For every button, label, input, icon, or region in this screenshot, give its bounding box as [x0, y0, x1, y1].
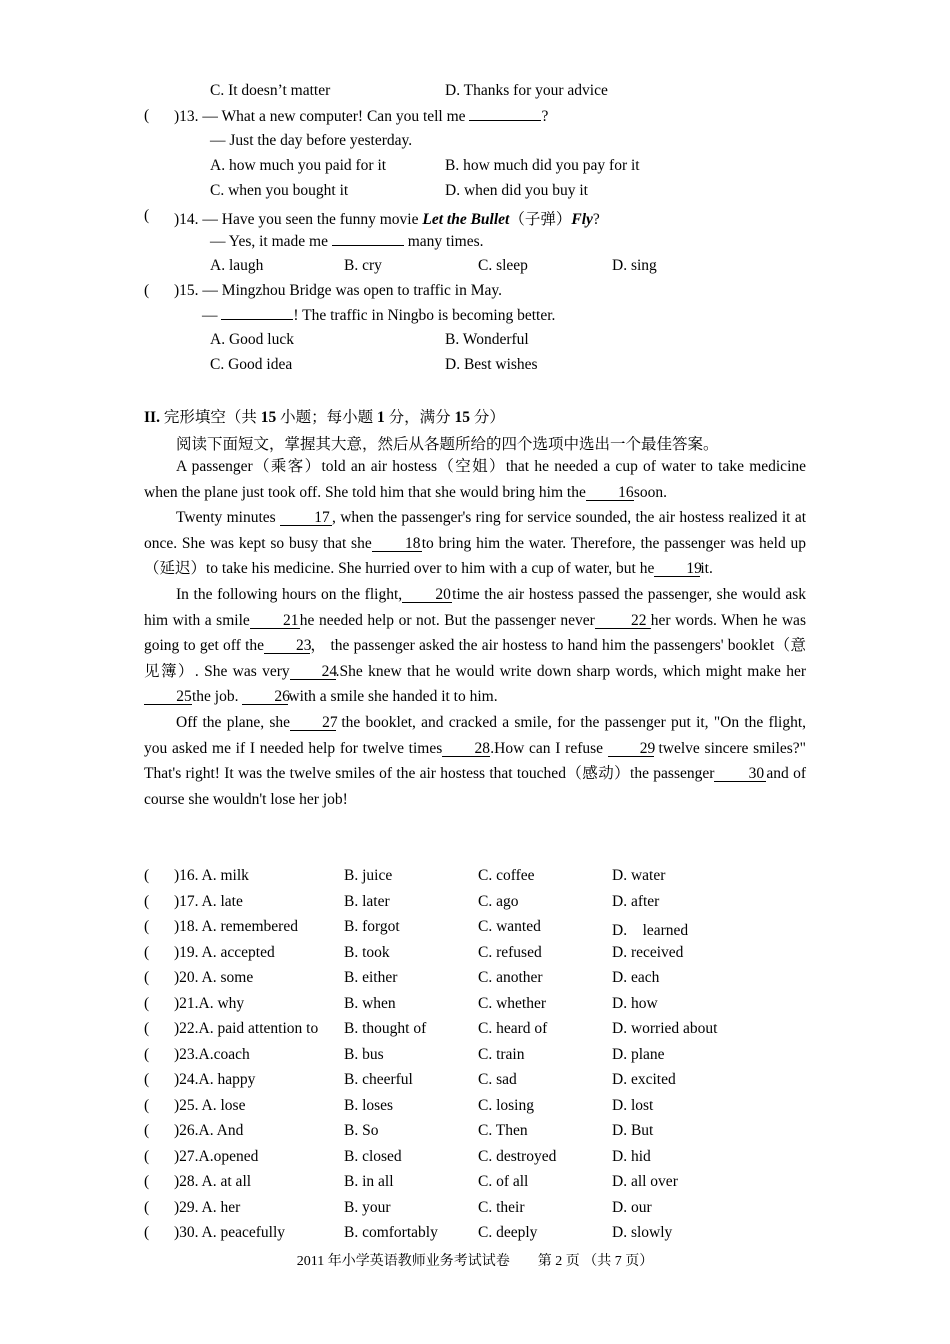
question-stem: )13. — What a new computer! Can you tell me ?: [174, 108, 549, 125]
options-row: [0, 893, 950, 917]
option-b: B. either: [344, 969, 398, 986]
option-d: D. Thanks for your advice: [445, 82, 608, 99]
blank-23: 23: [264, 638, 310, 654]
paragraph-2: Twenty minutes 17 , when the passenger's ring for service sounded, the air hostess realized it at once. She was kept so busy that she 18to bring him the water. Therefore, the passenger was held up（延迟）to take his medicine. She hurried over to him with a cup of water, but he 19it.: [144, 509, 807, 578]
blank-29: 29: [608, 741, 654, 757]
option-a: )21.A. why: [174, 994, 245, 1012]
answer-paren[interactable]: (: [144, 918, 150, 935]
option-b: B. took: [344, 943, 390, 961]
option-d: D. our: [612, 1198, 652, 1216]
answer-paren[interactable]: (: [144, 969, 150, 986]
option-c: C. coffee: [478, 867, 535, 884]
option-c: C. Then: [478, 1122, 528, 1139]
option-a: )24.A. happy: [174, 1071, 256, 1088]
option-b: B. juice: [344, 867, 393, 884]
answer-paren[interactable]: (: [144, 1173, 150, 1190]
blank-20: 20: [402, 587, 452, 603]
option-b: B. in all: [344, 1173, 394, 1190]
option-d: D. learned: [612, 922, 689, 939]
option-a: )30. A. peacefully: [174, 1224, 286, 1241]
options-row: [0, 1224, 950, 1248]
option-b: B. bus: [344, 1045, 384, 1063]
q13-reply: — Just the day before yesterday.: [210, 132, 413, 149]
option-c: C. whether: [478, 994, 547, 1012]
option-c: C. sad: [478, 1071, 517, 1088]
section-title: II. 完形填空（共 15 小题；每小题 1 分，满分 15 分）: [144, 409, 505, 426]
question-15: [0, 282, 950, 306]
paragraph-4: Off the plane, she 27 the booklet, and cracked a smile, for the passenger put it, "On the flight, you asked me if I needed help for twelve times 28.How can I refuse 29 twelve sincere smiles?" That's right! It was the twelve smiles of the air hostess that touched（感动）the passenger 30 and of course she wouldn't lose her job!: [144, 713, 807, 808]
q14-reply: — Yes, it made me many times.: [210, 233, 484, 250]
option-d: D. plane: [612, 1045, 665, 1063]
question-14: [0, 207, 950, 231]
option-d: D. when did you buy it: [445, 182, 588, 199]
answer-blank: [332, 232, 404, 246]
answer-blank: [469, 107, 541, 121]
blank-22: 22: [595, 613, 651, 629]
q15-options-ab: [0, 331, 950, 355]
answer-paren[interactable]: (: [144, 867, 150, 884]
question-13: [0, 107, 950, 131]
option-c: C. deeply: [478, 1224, 538, 1241]
option-d: D. But: [612, 1122, 654, 1139]
answer-paren[interactable]: (: [144, 1071, 150, 1088]
blank-17: 17: [280, 510, 332, 526]
blank-30: 30: [714, 766, 766, 782]
option-d: D. worried about: [612, 1020, 718, 1037]
option-d: D. lost: [612, 1096, 654, 1114]
question-stem: )14. — Have you seen the funny movie Let the Bullet（子弹）Fly?: [174, 211, 600, 228]
answer-paren[interactable]: (: [144, 994, 150, 1012]
option-c: C. their: [478, 1198, 525, 1216]
options-row: [0, 1122, 950, 1146]
q13-options-cd: [0, 182, 950, 206]
options-row: [0, 1173, 950, 1197]
option-a: )17. A. late: [174, 892, 243, 910]
option-d: D. all over: [612, 1173, 678, 1190]
option-b: B. thought of: [344, 1020, 427, 1037]
option-a: )22.A. paid attention to: [174, 1020, 319, 1037]
paragraph-3: In the following hours on the flight, 20time the air hostess passed the passenger, she would ask him with a smile 21he needed help or not. But the passenger never 22 her words. When he was going to get off the 23， the passenger asked the air hostess to hand him the passengers' booklet（意见簿）. She was very 24.She knew that he would write down sharp words, which might make her25the job. 26with a smile she handed it to him.: [144, 585, 807, 706]
answer-paren[interactable]: (: [144, 1224, 150, 1241]
options-row: [0, 1148, 950, 1172]
answer-paren[interactable]: (: [144, 892, 150, 910]
option-c: C. of all: [478, 1173, 529, 1190]
option-b: B. cheerful: [344, 1071, 413, 1088]
answer-paren[interactable]: (: [144, 107, 150, 124]
blank-16: 16: [586, 485, 634, 501]
options-row: [0, 995, 950, 1019]
blank-26: 26: [242, 689, 288, 705]
option-a: )19. A. accepted: [174, 943, 275, 961]
option-c: C. refused: [478, 943, 542, 961]
options-row: [0, 1046, 950, 1070]
option-c: C. wanted: [478, 918, 541, 935]
q15-options-cd: [0, 356, 950, 380]
answer-paren[interactable]: (: [144, 1045, 150, 1063]
option-d: D. excited: [612, 1071, 676, 1088]
option-d: D. hid: [612, 1147, 651, 1165]
option-c: C. destroyed: [478, 1147, 557, 1165]
option-b: B. closed: [344, 1147, 402, 1165]
option-a: )16. A. milk: [174, 867, 249, 884]
options-row: [0, 1097, 950, 1121]
option-a: A. laugh: [210, 257, 264, 274]
option-b: B. loses: [344, 1096, 394, 1114]
blank-18: 18: [372, 536, 422, 552]
options-row: [0, 918, 950, 942]
answer-paren[interactable]: (: [144, 207, 150, 224]
blank-19: 19: [654, 561, 700, 577]
option-a: )29. A. her: [174, 1198, 241, 1216]
question-stem: )15. — Mingzhou Bridge was open to traffic in May.: [174, 282, 503, 299]
option-b: B. when: [344, 994, 396, 1012]
section-instruction: 阅读下面短文，掌握其大意，然后从各题所给的四个选项中选出一个最佳答案。: [176, 436, 719, 453]
option-d: D. each: [612, 969, 660, 986]
answer-paren[interactable]: (: [144, 282, 150, 299]
q12-options-cd: [0, 82, 950, 106]
option-b: B. forgot: [344, 918, 400, 935]
option-b: B. later: [344, 892, 390, 910]
options-row: [0, 867, 950, 891]
option-c: C. train: [478, 1045, 525, 1063]
option-a: )28. A. at all: [174, 1173, 252, 1190]
q15-reply: — ! The traffic in Ningbo is becoming better.: [202, 307, 556, 324]
option-c: C. heard of: [478, 1020, 548, 1037]
option-b: B. Wonderful: [445, 331, 529, 348]
options-row: [0, 969, 950, 993]
option-d: D. sing: [612, 257, 657, 274]
blank-25: 25: [144, 689, 192, 705]
option-d: D. after: [612, 892, 660, 910]
blank-28: 28: [442, 741, 490, 757]
blank-27: 27: [290, 715, 336, 731]
q13-options-ab: [0, 157, 950, 181]
option-a: )23.A.coach: [174, 1045, 250, 1063]
page-footer: 2011 年小学英语教师业务考试试卷 第 2 页 （共 7 页）: [296, 1254, 654, 1269]
option-d: D. how: [612, 994, 658, 1012]
q14-options: [0, 257, 950, 281]
answer-paren[interactable]: (: [144, 943, 150, 961]
option-a: A. Good luck: [210, 331, 294, 348]
options-row: [0, 944, 950, 968]
option-b: B. So: [344, 1122, 379, 1139]
answer-paren[interactable]: (: [144, 1198, 150, 1216]
answer-paren[interactable]: (: [144, 1122, 150, 1139]
paragraph-1: A passenger（乘客）told an air hostess（空姐）that he needed a cup of water to take medicine when the plane just took off. She told him that she would bring him the 16soon.: [144, 458, 806, 501]
option-c: C. sleep: [478, 257, 528, 274]
option-c: C. ago: [478, 892, 519, 910]
answer-paren[interactable]: (: [144, 1147, 150, 1165]
option-a: )20. A. some: [174, 969, 254, 986]
answer-blank: [221, 306, 293, 320]
option-b: B. cry: [344, 257, 382, 274]
option-a: A. how much you paid for it: [210, 157, 387, 174]
options-row: [0, 1199, 950, 1223]
answer-paren[interactable]: (: [144, 1096, 150, 1114]
option-a: )26.A. And: [174, 1122, 244, 1139]
option-b: B. comfortably: [344, 1224, 438, 1241]
option-b: B. how much did you pay for it: [445, 157, 640, 174]
option-a: )18. A. remembered: [174, 918, 298, 935]
cloze-passage: [144, 454, 806, 812]
option-a: )25. A. lose: [174, 1096, 246, 1114]
option-c: C. another: [478, 969, 543, 986]
option-c: C. It doesn’t matter: [210, 82, 331, 99]
option-c: C. losing: [478, 1096, 534, 1114]
option-b: B. your: [344, 1198, 391, 1216]
option-d: D. received: [612, 943, 684, 961]
options-row: [0, 1071, 950, 1095]
options-row: [0, 1020, 950, 1044]
option-d: D. slowly: [612, 1224, 673, 1241]
option-a: )27.A.opened: [174, 1147, 259, 1165]
option-c: C. Good idea: [210, 356, 293, 373]
option-d: D. Best wishes: [445, 356, 538, 373]
blank-21: 21: [250, 613, 300, 629]
answer-paren[interactable]: (: [144, 1020, 150, 1037]
blank-24: 24: [290, 664, 336, 680]
option-d: D. water: [612, 867, 666, 884]
option-c: C. when you bought it: [210, 182, 349, 199]
